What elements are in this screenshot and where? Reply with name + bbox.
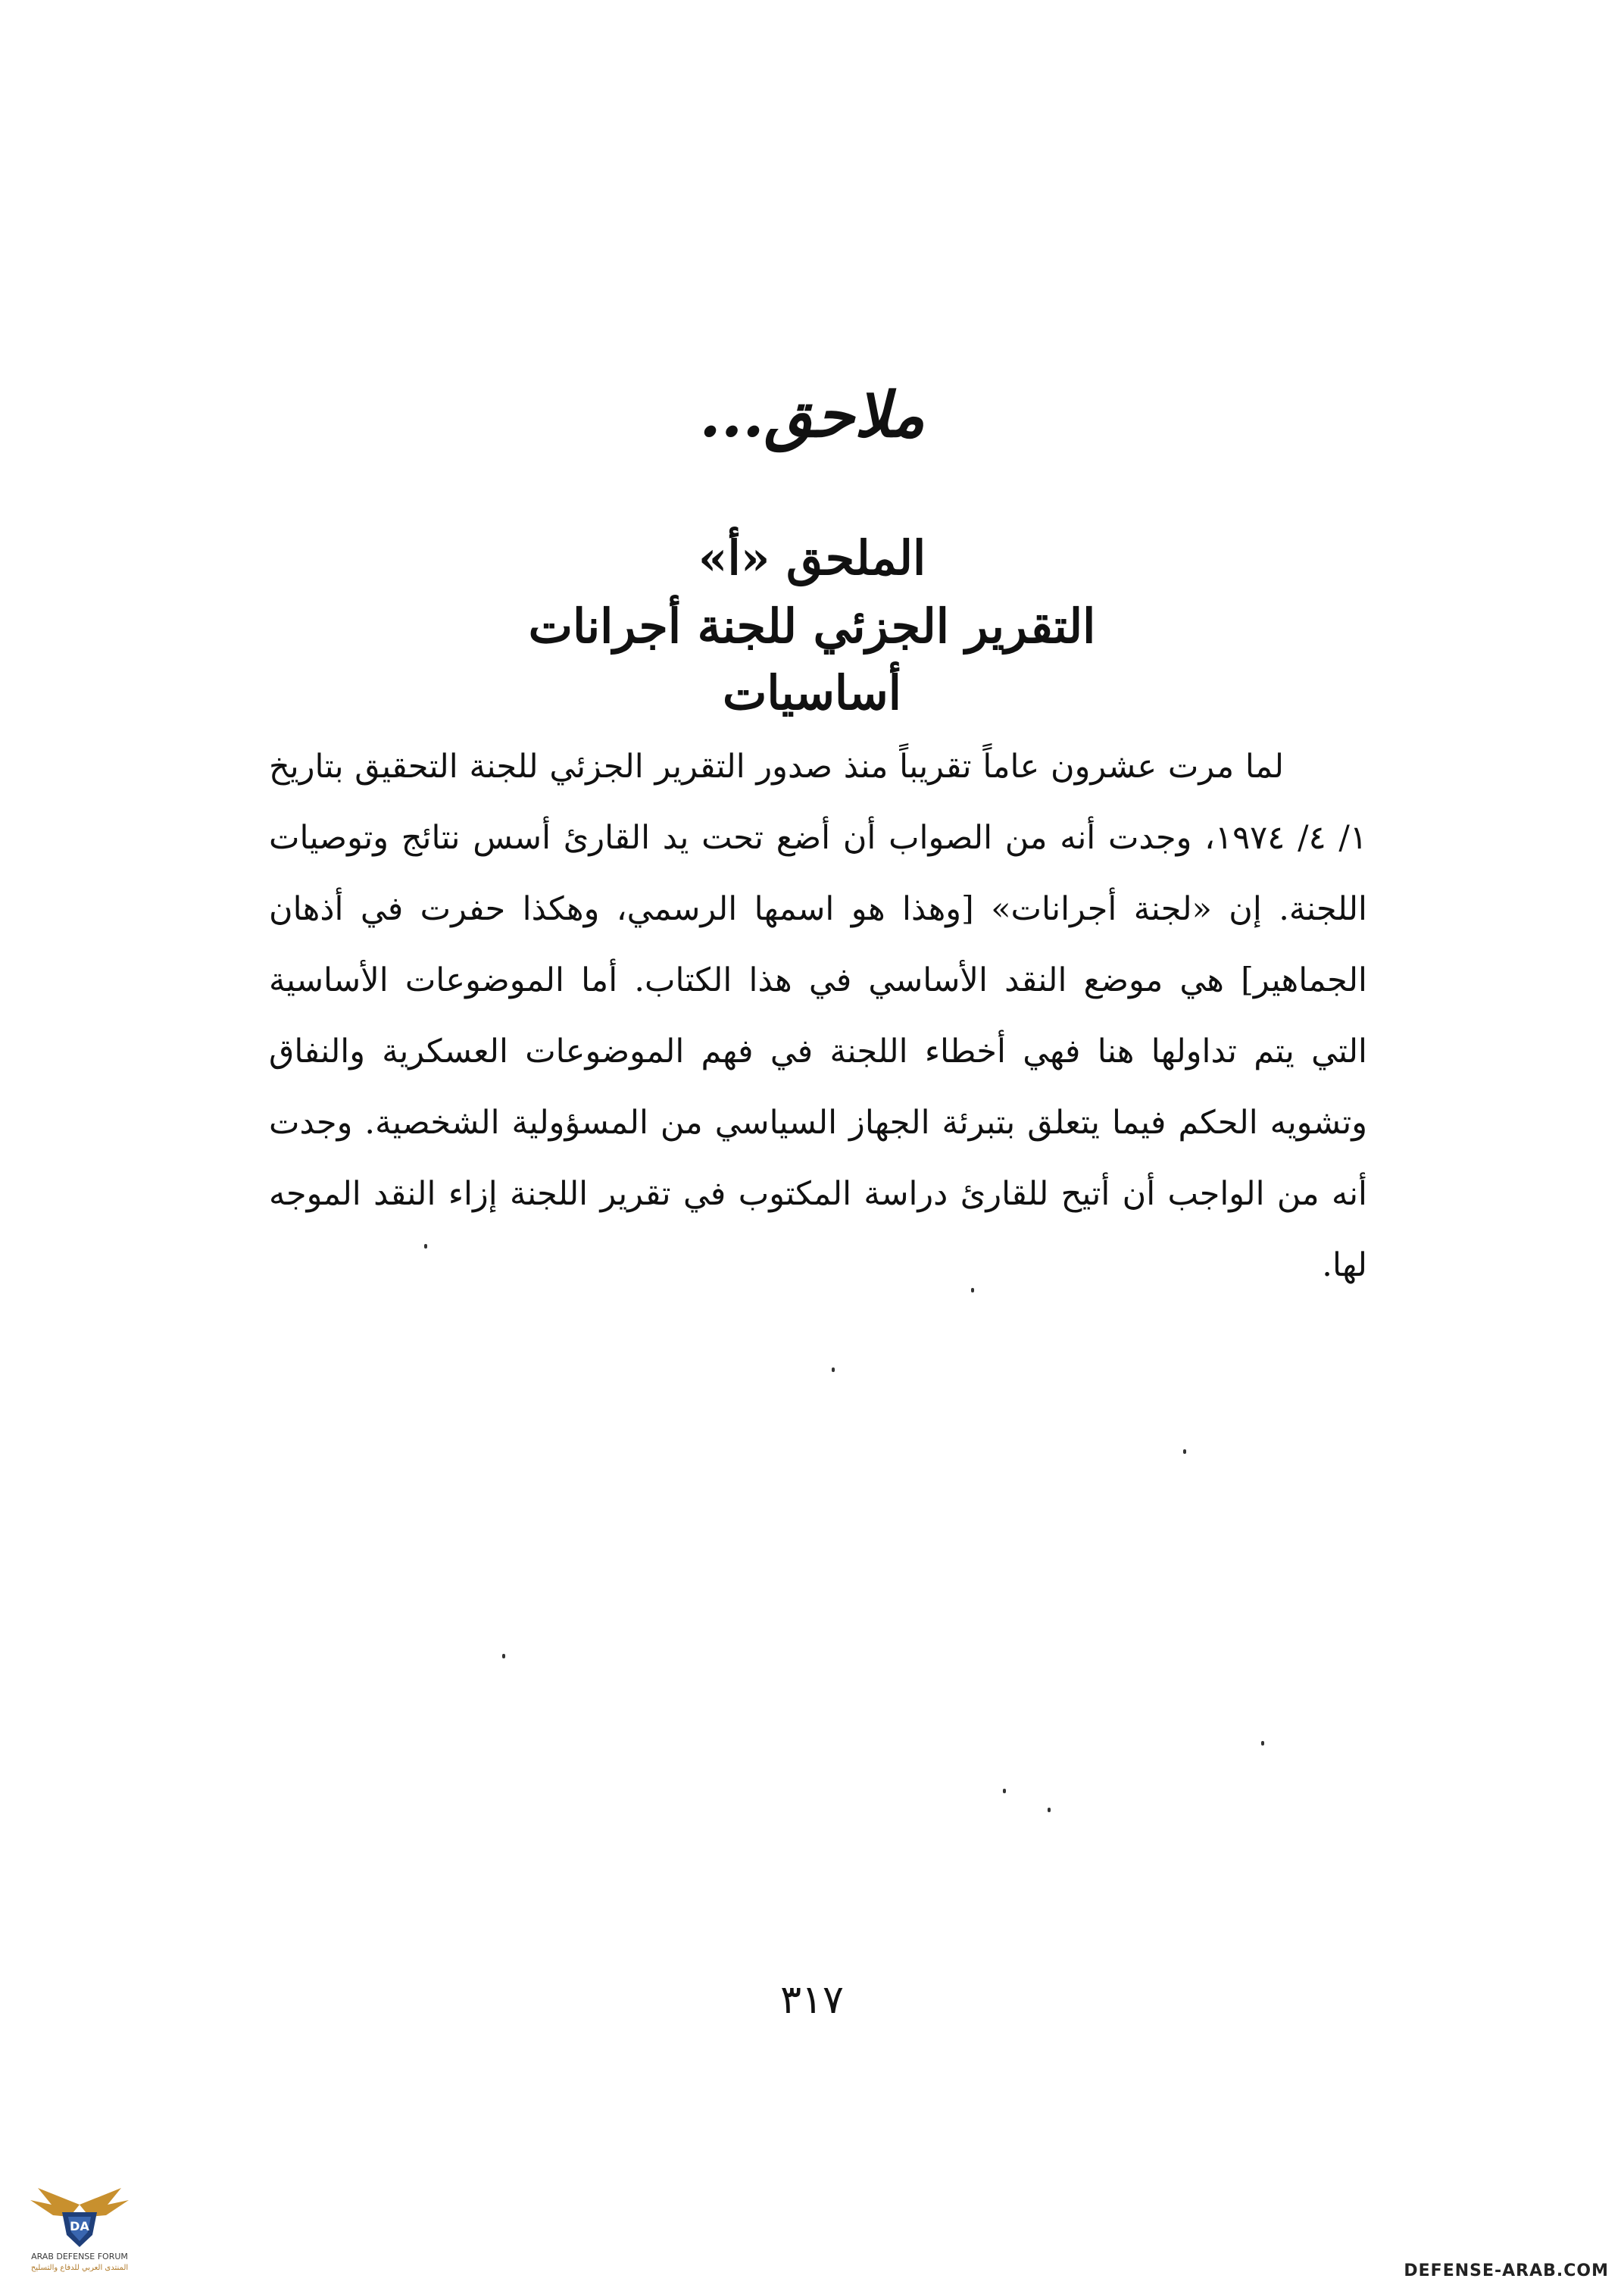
appendix-label: الملحق «أ»	[698, 530, 926, 586]
logo-name: ARAB DEFENSE FORUM	[31, 2252, 128, 2261]
scan-speck	[1261, 1741, 1264, 1746]
forum-logo	[23, 2182, 136, 2280]
site-watermark: DEFENSE-ARAB.COM	[1404, 2261, 1609, 2280]
chapter-title: ملاحق...	[699, 379, 925, 452]
scan-speck	[1183, 1449, 1186, 1454]
scan-speck	[1003, 1789, 1006, 1793]
logo-subtitle: المنتدى العربي للدفاع والتسليح	[30, 2264, 129, 2272]
eagle-emblem-icon	[23, 2182, 136, 2252]
body-text	[269, 731, 1367, 1301]
scan-speck	[971, 1288, 974, 1292]
scan-speck	[424, 1244, 427, 1249]
section-title: أساسيات	[723, 665, 901, 720]
body-paragraph: لما مرت عشرون عاماً تقريباً منذ صدور التقرير الجزئي للجنة التحقيق بتاريخ ١/ ٤/ ١٩٧٤، وجدت أنه من الصواب أن أضع تحت يد القارئ أسس نتائج وتوصيات اللجنة. إن «لجنة أجرانات» [وهذا هو اسمها الرسمي، وهكذا حفرت في أذهان الجماهير] هي موضع النقد الأساسي في هذا الكتاب. أما الموضوعات الأساسية التي يتم تداولها هنا فهي أخطاء اللجنة في فهم الموضوعات العسكرية والنفاق وتشويه الحكم فيما يتعلق بتبرئة الجهاز السياسي من المسؤولية الشخصية. وجدت أنه من الواجب أن أتيح للقارئ دراسة المكتوب في تقرير اللجنة إزاء النقد الموجه لها.	[269, 748, 1368, 1284]
scan-speck	[832, 1367, 835, 1372]
logo-initials: DA	[70, 2219, 89, 2233]
page-number: ٣١٧	[780, 1977, 844, 2023]
scan-speck	[1048, 1808, 1051, 1812]
scan-speck	[502, 1654, 505, 1658]
appendix-title: التقرير الجزئي للجنة أجرانات	[528, 599, 1096, 654]
